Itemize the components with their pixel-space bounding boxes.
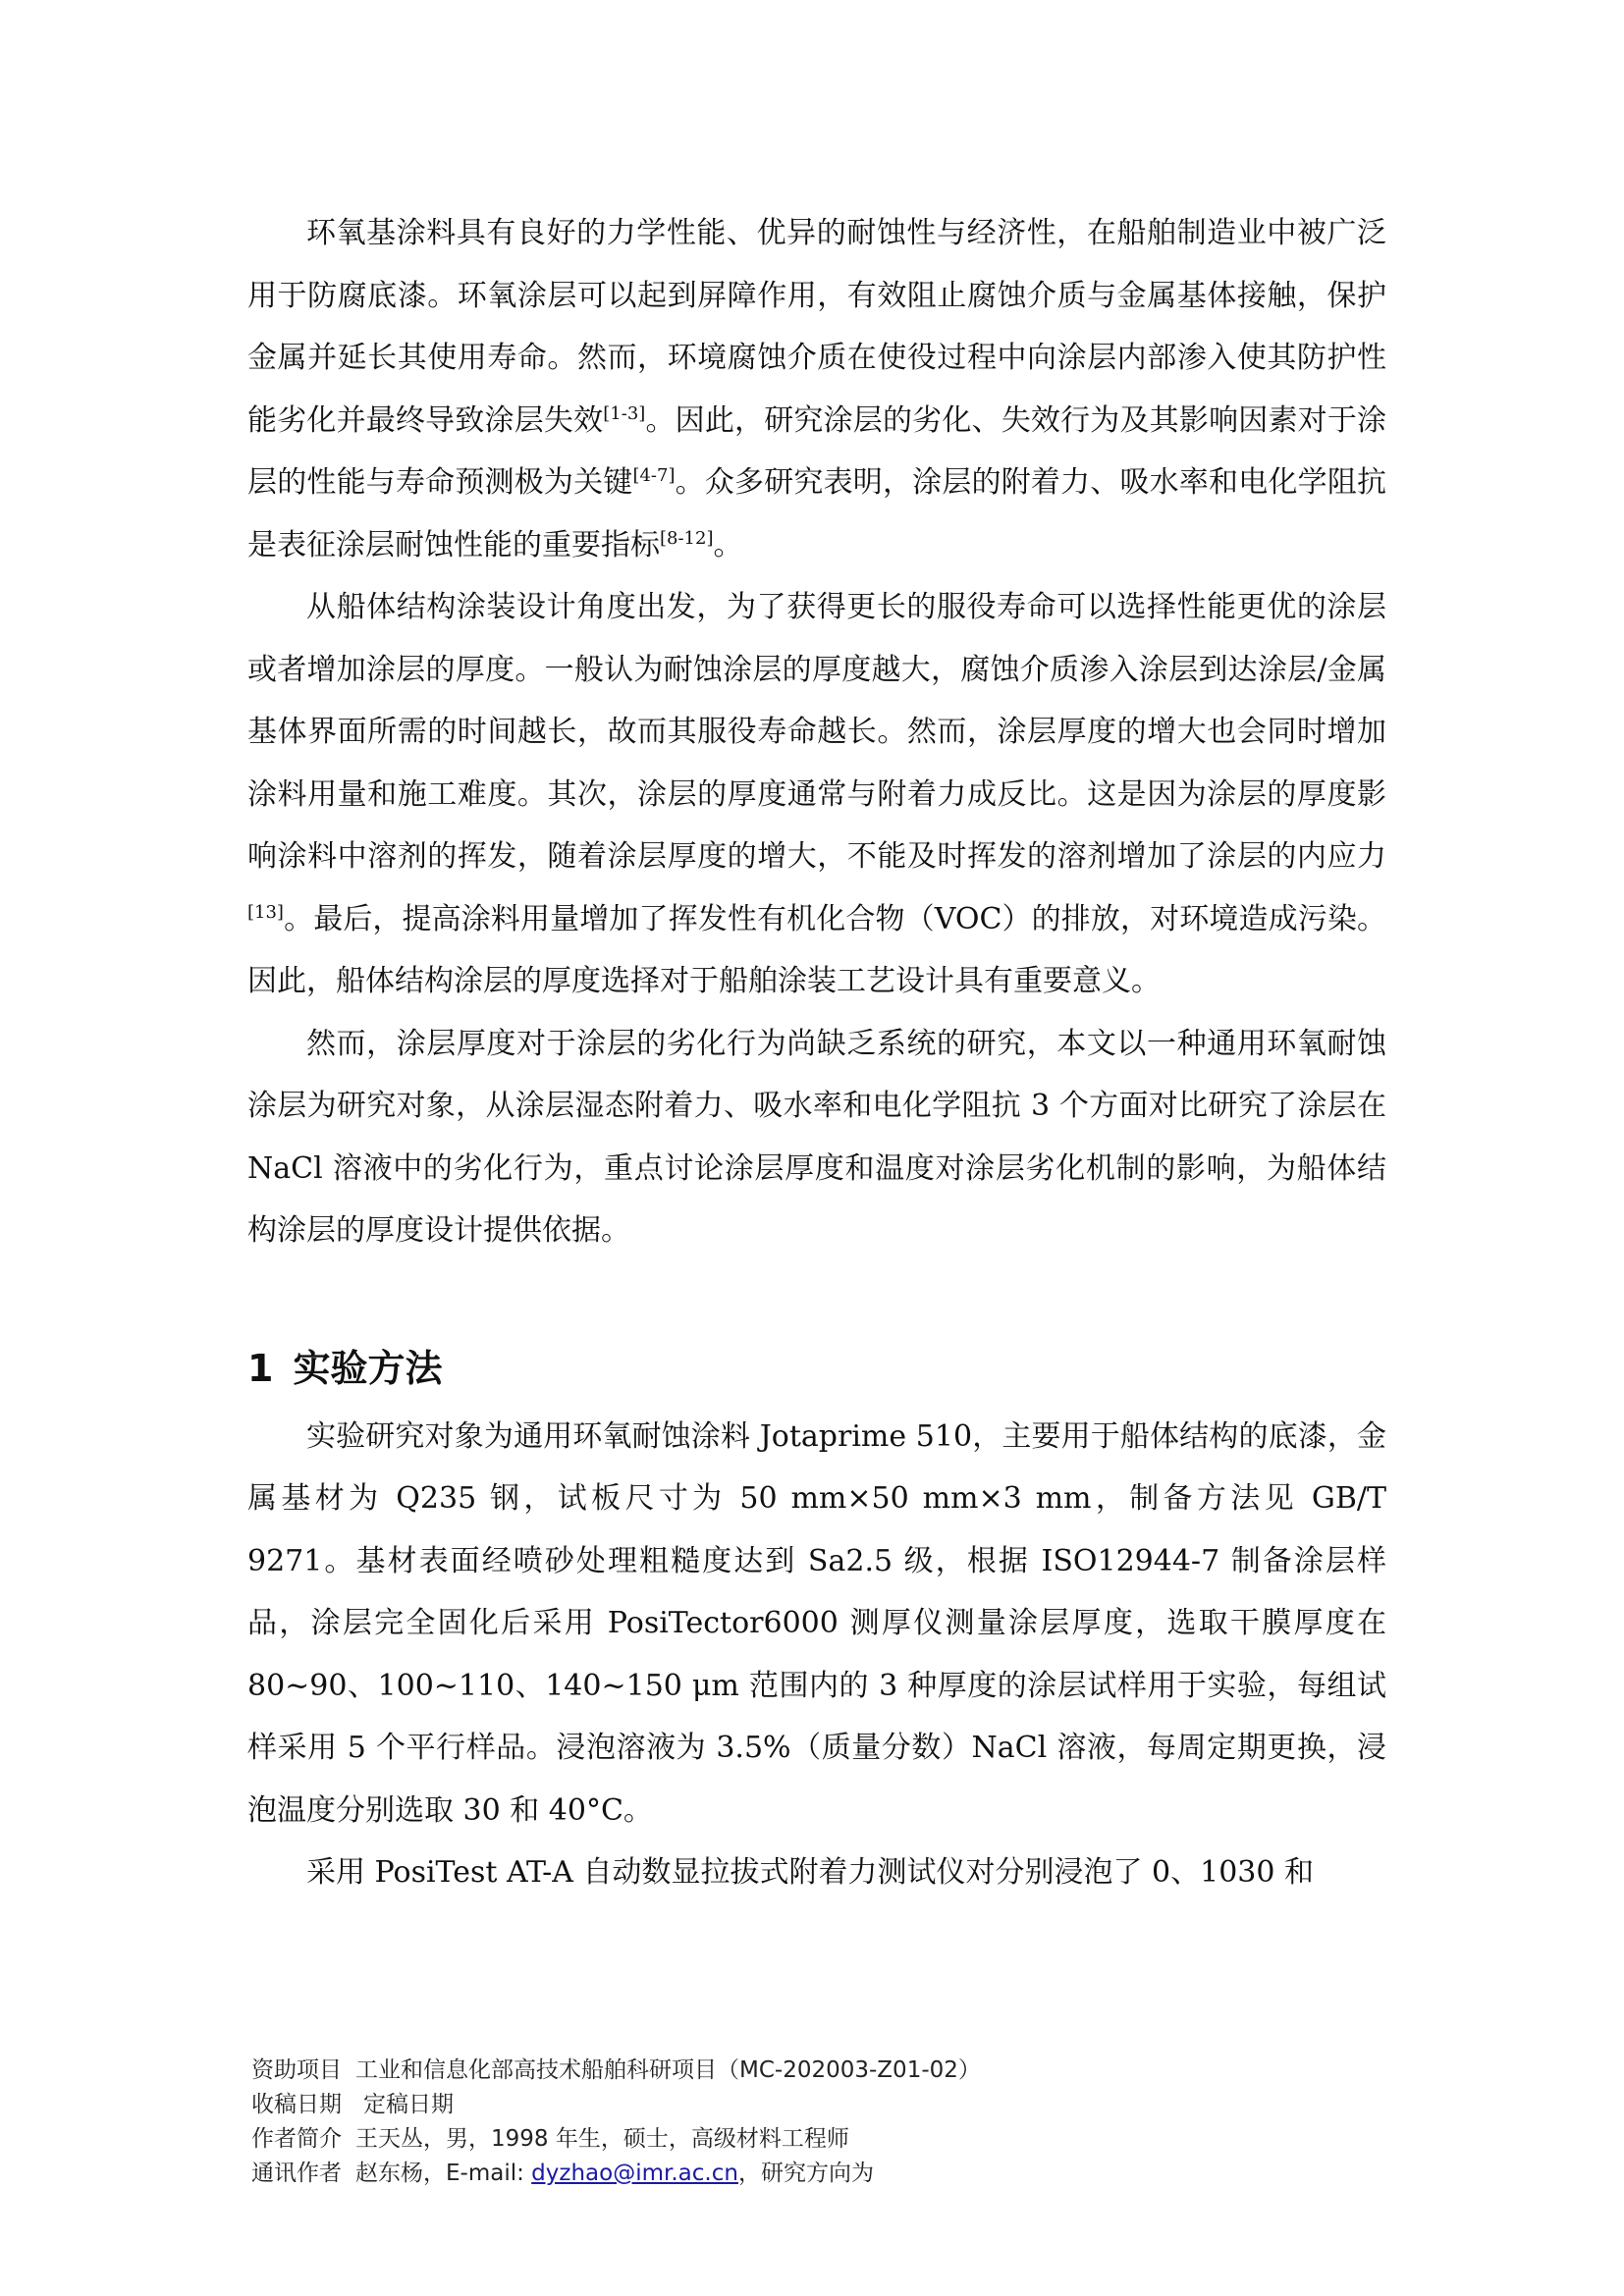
- methods-paragraph-2: 采用 PosiTest AT-A 自动数显拉拔式附着力测试仪对分别浸泡了 0、1030 和: [306, 1855, 1314, 1890]
- citation-ref: [13]: [247, 901, 284, 923]
- citation-ref: [4-7]: [632, 465, 676, 486]
- funding-note: [251, 2054, 1380, 2088]
- footnote-label: 收稿日期: [251, 2092, 342, 2117]
- paragraph-text: 。: [713, 527, 743, 562]
- email-link[interactable]: dyzhao@imr.ac.cn: [531, 2161, 738, 2186]
- citation-ref: [8-12]: [660, 527, 714, 549]
- paragraph-text: 。最后，提高涂料用量增加了挥发性有机化合物（VOC）的排放，对环境造成污染。因此，船体结构涂层的厚度选择对于船舶涂装工艺设计具有重要意义。: [247, 901, 1386, 998]
- corresponding-author-note: [251, 2157, 1380, 2191]
- intro-paragraph-2: [247, 576, 1386, 1013]
- article-body: [247, 202, 1386, 1904]
- footnote-text: 赵东杨，E-mail:: [355, 2161, 532, 2186]
- footnote-text: 王天丛，男，1998 年生，硕士，高级材料工程师: [355, 2126, 849, 2152]
- footnote-text: ，研究方向为: [737, 2161, 874, 2186]
- footnote-label: 定稿日期: [363, 2092, 454, 2117]
- intro-paragraph-1: [247, 202, 1386, 576]
- section-heading: [247, 1331, 1386, 1406]
- section-title: 实验方法: [293, 1346, 443, 1390]
- paragraph-text: 。众多研究表明，涂层的附着力、吸水率和电化学阻抗是表征涂层耐蚀性能的重要指标: [247, 465, 1387, 562]
- intro-paragraph-3: 然而，涂层厚度对于涂层的劣化行为尚缺乏系统的研究，本文以一种通用环氧耐蚀涂层为研究对象，从涂层湿态附着力、吸水率和电化学阻抗 3 个方面对比研究了涂层在 NaCl 溶液中的劣化行为，重点讨论涂层厚度和温度对涂层劣化机制的影响，为船体结构涂层的厚度设计提供依据。: [247, 1026, 1386, 1248]
- footnote-label: 通讯作者: [251, 2161, 342, 2186]
- citation-ref: [1-3]: [603, 402, 646, 424]
- footnotes: [251, 2054, 1380, 2191]
- paragraph-text: 。因此，研究涂层的劣化、失效行为及其影响因素对于涂层的性能与寿命预测极为关键: [247, 402, 1387, 500]
- paragraph-text: 环氧基涂料具有良好的力学性能、优异的耐蚀性与经济性，在船舶制造业中被广泛用于防腐底漆。环氧涂层可以起到屏障作用，有效阻止腐蚀介质与金属基体接触，保护金属并延长其使用寿命。然而，环境腐蚀介质在使役过程中向涂层内部渗入使其防护性能劣化并最终导致涂层失效: [247, 216, 1386, 438]
- footnote-text: 工业和信息化部高技术船舶科研项目（MC-202003-Z01-02）: [355, 2057, 981, 2083]
- section-number: 1: [247, 1346, 274, 1390]
- methods-paragraph-1: 实验研究对象为通用环氧耐蚀涂料 Jotaprime 510，主要用于船体结构的底漆，金属基材为 Q235 钢，试板尺寸为 50 mm×50 mm×3 mm，制备方法见 GB/T 9271。基材表面经喷砂处理粗糙度达到 Sa2.5 级，根据 ISO12944-7 制备涂层样品，涂层完全固化后采用 PosiTector6000 测厚仪测量涂层厚度，选取干膜厚度在 80~90、100~110、140~150 μm 范围内的 3 种厚度的涂层试样用于实验，每组试样采用 5 个平行样品。浸泡溶液为 3.5%（质量分数）NaCl 溶液，每周定期更换，浸泡温度分别选取 30 和 40°C。: [247, 1418, 1386, 1828]
- dates-note: [251, 2088, 1380, 2122]
- footnote-label: 作者简介: [251, 2126, 342, 2152]
- author-note: [251, 2122, 1380, 2157]
- footnote-label: 资助项目: [251, 2057, 342, 2083]
- paragraph-text: 从船体结构涂装设计角度出发，为了获得更长的服役寿命可以选择性能更优的涂层或者增加涂层的厚度。一般认为耐蚀涂层的厚度越大，腐蚀介质渗入涂层到达涂层/金属基体界面所需的时间越长，故而其服役寿命越长。然而，涂层厚度的增大也会同时增加涂料用量和施工难度。其次，涂层的厚度通常与附着力成反比。这是因为涂层的厚度影响涂料中溶剂的挥发，随着涂层厚度的增大，不能及时挥发的溶剂增加了涂层的内应力: [247, 590, 1386, 874]
